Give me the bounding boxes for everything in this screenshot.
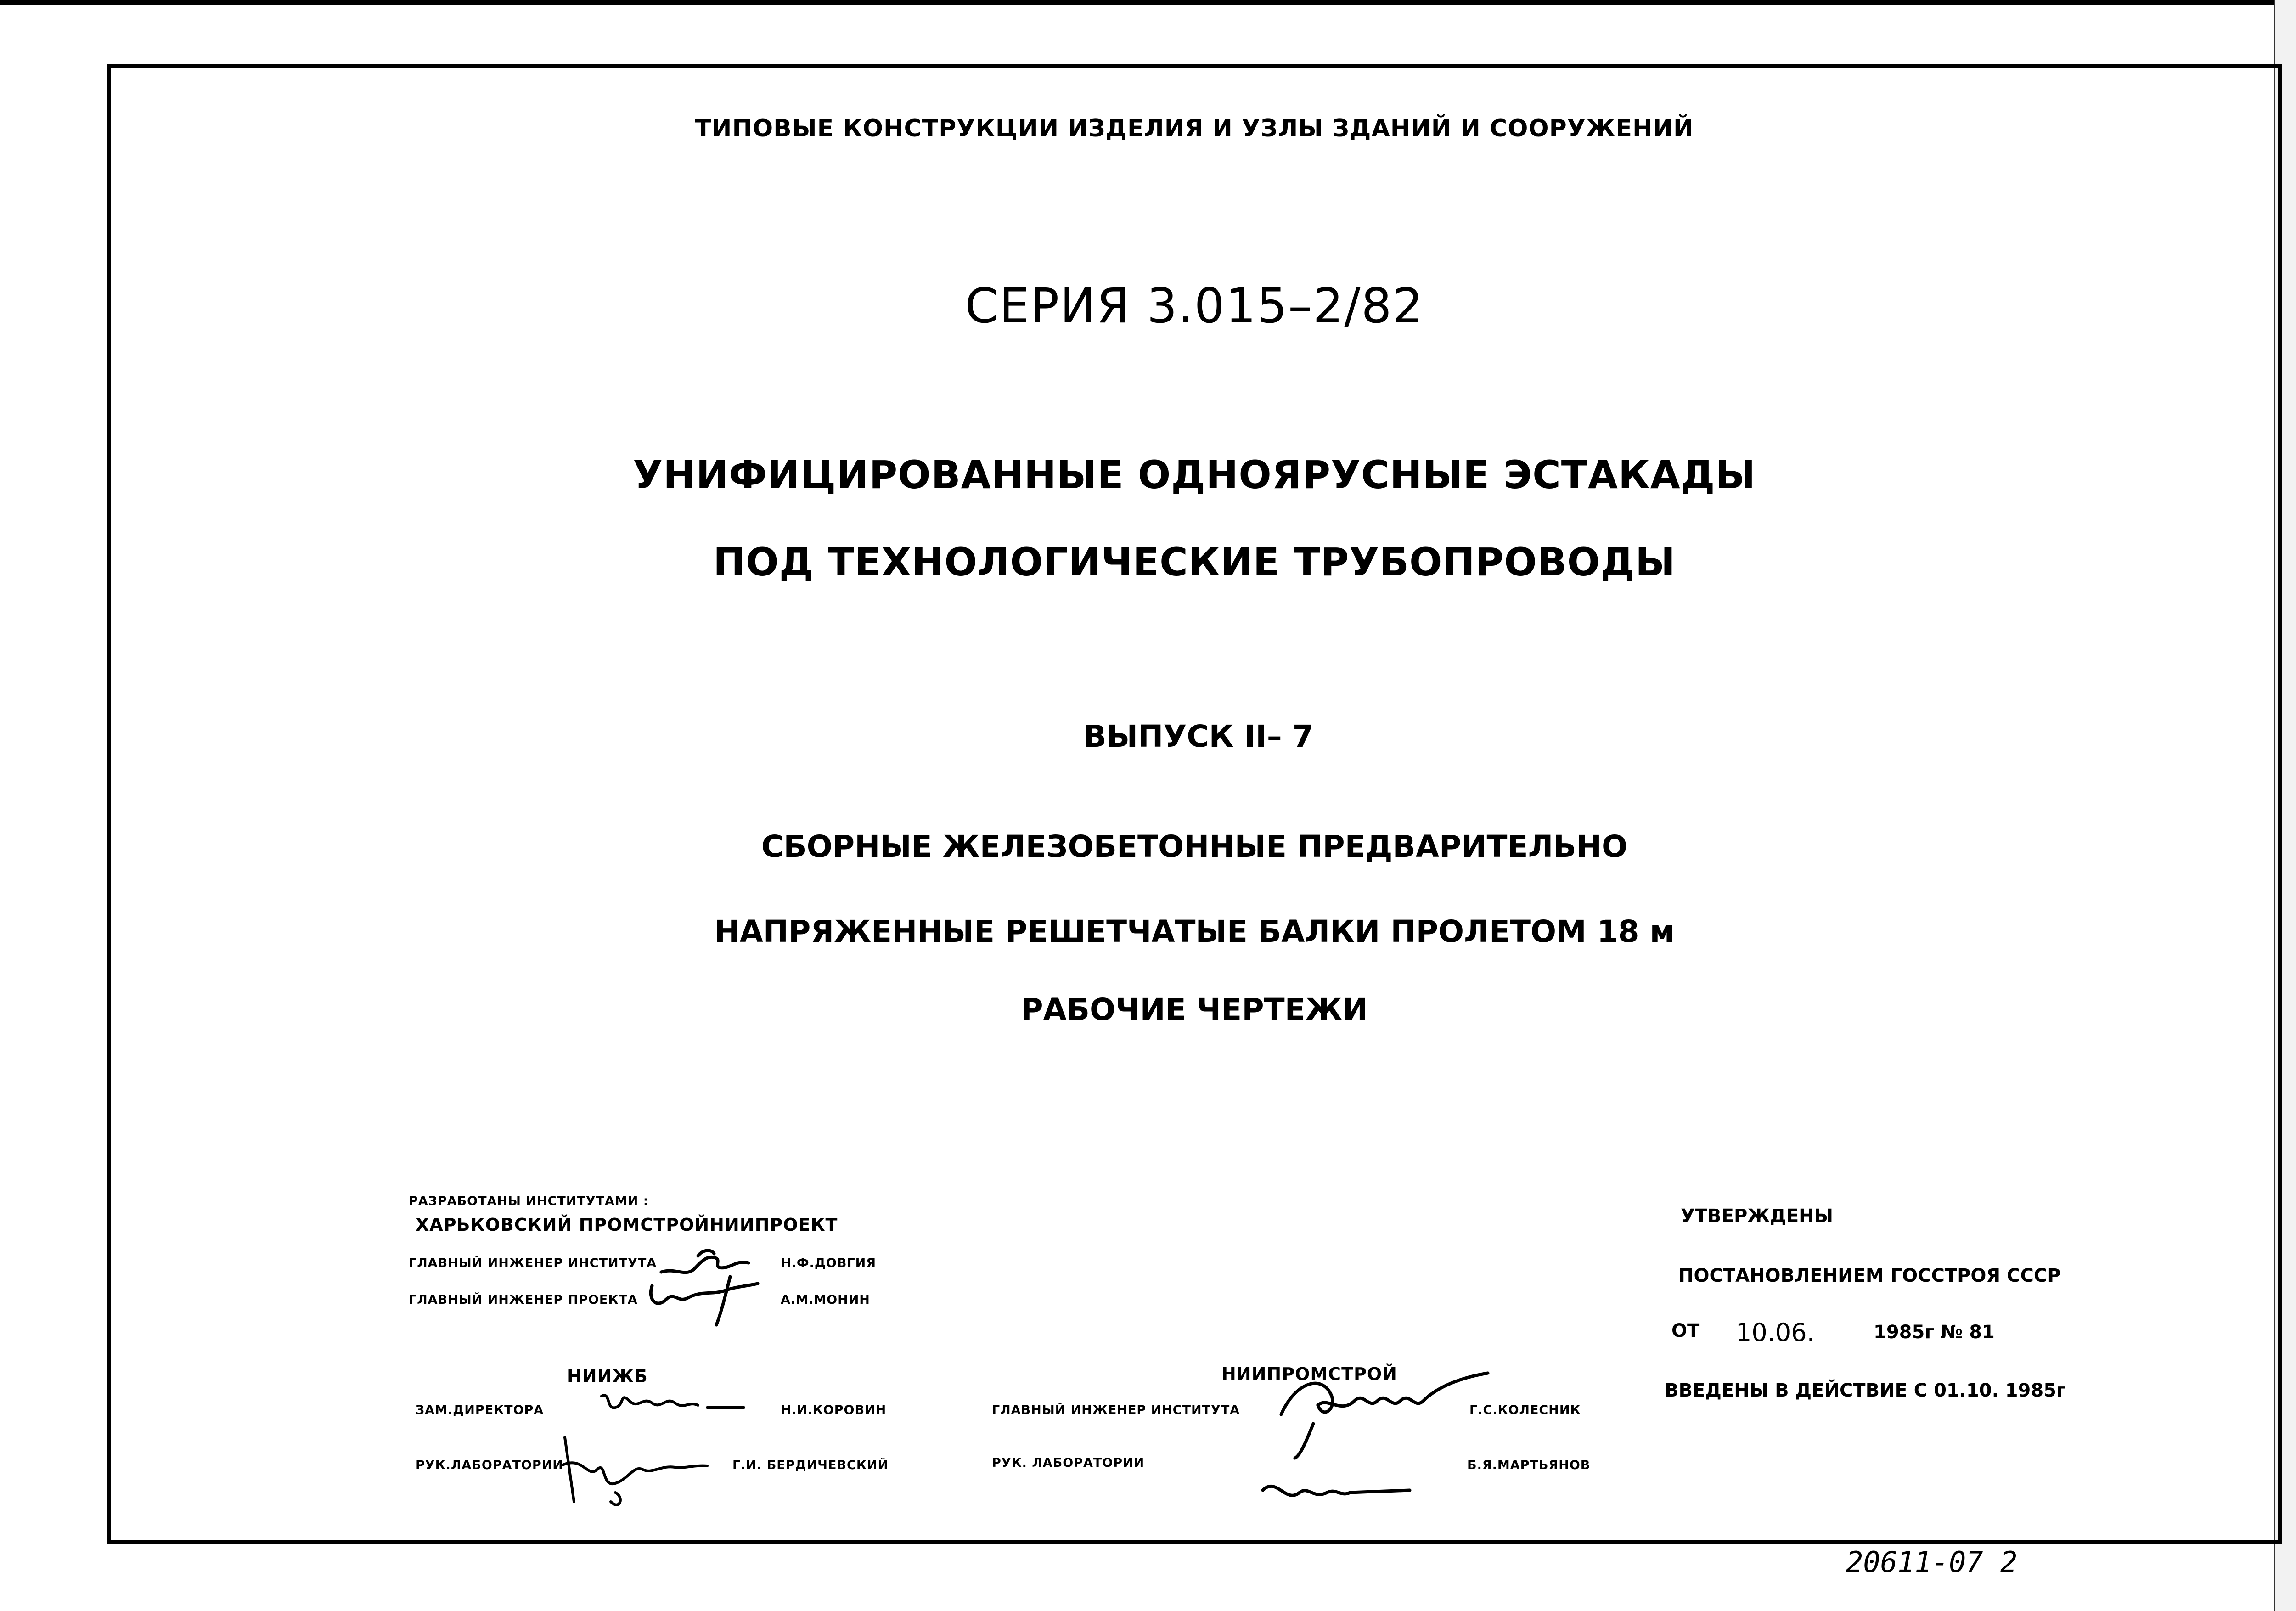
niipromstroy-lab-name: Б.Я.МАРТЬЯНОВ [1467, 1458, 1591, 1472]
approval-year-number: 1985г № 81 [1874, 1322, 1995, 1343]
subtitle-line-1: СБОРНЫЕ ЖЕЛЕЗОБЕТОННЫЕ ПРЕДВАРИТЕЛЬНО [761, 829, 1628, 864]
issue-number: ВЫПУСК II– 7 [1083, 719, 1314, 754]
kharkov-project-engineer-name: А.М.МОНИН [781, 1293, 870, 1307]
kharkov-institute-name: ХАРЬКОВСКИЙ ПРОМСТРОЙНИИПРОЕКТ [416, 1215, 838, 1235]
approval-date: 10.06. [1736, 1318, 1815, 1347]
kharkov-project-engineer-signature [643, 1258, 771, 1327]
kharkov-chief-engineer-name: Н.Ф.ДОВГИЯ [781, 1256, 877, 1270]
kharkov-project-engineer-role: ГЛАВНЫЙ ИНЖЕНЕР ПРОЕКТА [409, 1293, 638, 1307]
niizhb-lab-name: Г.И. БЕРДИЧЕВСКИЙ [732, 1458, 889, 1472]
niipromstroy-lab-role: РУК. ЛАБОРАТОРИИ [992, 1456, 1145, 1470]
scan-edge-top [0, 0, 2296, 5]
approved-label: УТВЕРЖДЕНЫ [1681, 1205, 1834, 1227]
niizhb-deputy-signature [597, 1382, 753, 1424]
kharkov-chief-engineer-role: ГЛАВНЫЙ ИНЖЕНЕР ИНСТИТУТА [409, 1256, 657, 1270]
niipromstroy-chief-engineer-name: Г.С.КОЛЕСНИК [1469, 1403, 1581, 1417]
document-header: ТИПОВЫЕ КОНСТРУКЦИИ ИЗДЕЛИЯ И УЗЛЫ ЗДАНИЙ И СООРУЖЕНИЙ [695, 115, 1694, 142]
niizhb-name: НИИЖБ [567, 1366, 648, 1386]
niizhb-lab-signature [556, 1424, 712, 1515]
subtitle-line-3: РАБОЧИЕ ЧЕРТЕЖИ [1021, 992, 1368, 1027]
title-line-2: ПОД ТЕХНОЛОГИЧЕСКИЕ ТРУБОПРОВОДЫ [713, 540, 1676, 585]
niipromstroy-chief-engineer-role: ГЛАВНЫЙ ИНЖЕНЕР ИНСТИТУТА [992, 1403, 1240, 1417]
series-number: СЕРИЯ 3.015–2/82 [965, 278, 1424, 334]
approval-date-prefix: ОТ [1671, 1320, 1700, 1341]
niipromstroy-name: НИИПРОМСТРОЙ [1221, 1364, 1397, 1384]
archive-number: 20611-07 2 [1846, 1545, 2018, 1579]
niizhb-deputy-name: Н.И.КОРОВИН [781, 1403, 887, 1417]
subtitle-line-2: НАПРЯЖЕННЫЕ РЕШЕТЧАТЫЕ БАЛКИ ПРОЛЕТОМ 18 м [714, 914, 1675, 949]
effective-date: ВВЕДЕНЫ В ДЕЙСТВИЕ С 01.10. 1985г [1665, 1380, 2066, 1401]
niipromstroy-lab-signature [1258, 1467, 1414, 1513]
niizhb-deputy-role: ЗАМ.ДИРЕКТОРА [416, 1403, 544, 1417]
approval-decree: ПОСТАНОВЛЕНИЕМ ГОССТРОЯ СССР [1678, 1265, 2061, 1286]
niizhb-lab-role: РУК.ЛАБОРАТОРИИ [416, 1458, 563, 1472]
developers-label: РАЗРАБОТАНЫ ИНСТИТУТАМИ : [409, 1194, 649, 1208]
title-line-1: УНИФИЦИРОВАННЫЕ ОДНОЯРУСНЫЕ ЭСТАКАДЫ [633, 452, 1756, 497]
